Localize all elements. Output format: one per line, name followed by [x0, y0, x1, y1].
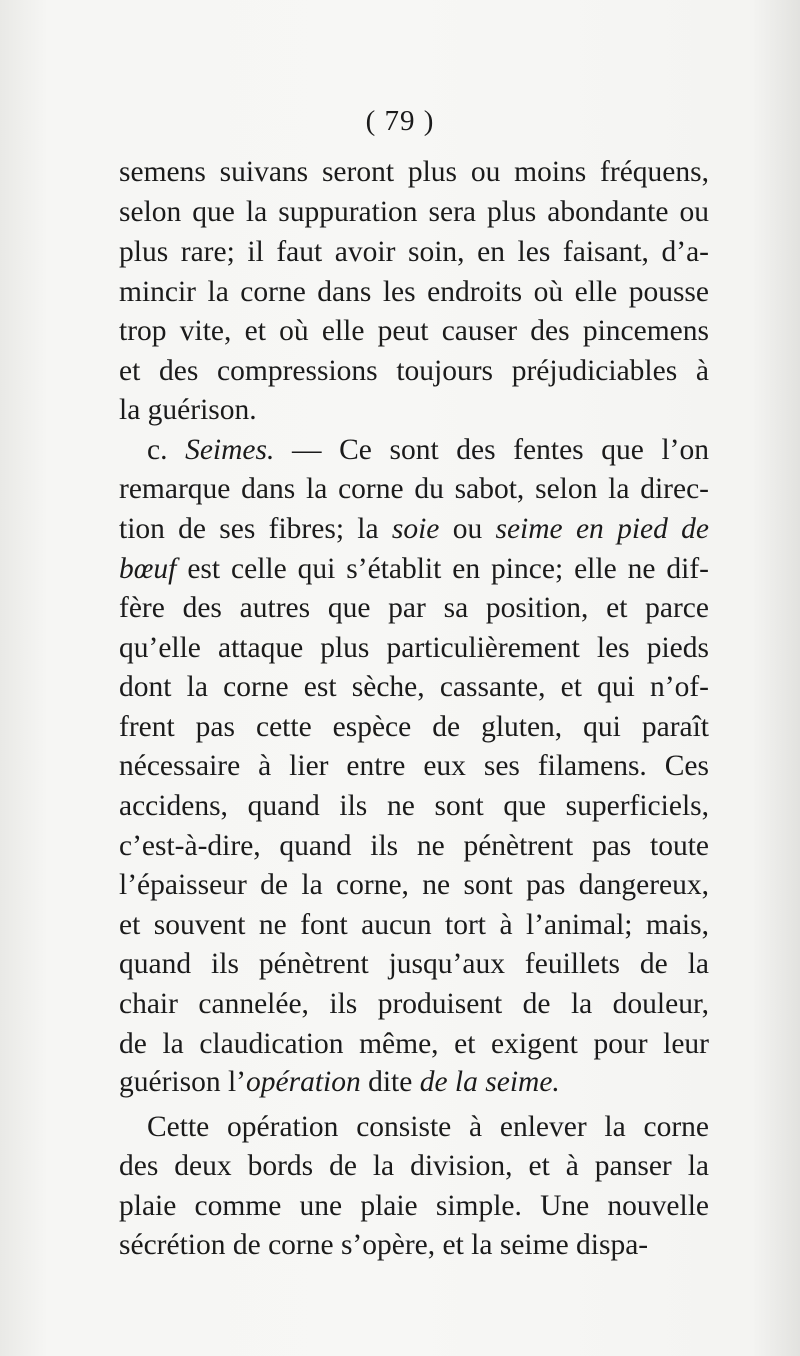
- text-run: des deux bords de la division, et à panser la: [119, 1150, 709, 1182]
- text-line: [119, 905, 709, 945]
- text-line: [119, 509, 709, 549]
- text-line: [119, 1186, 709, 1226]
- text-line: [119, 390, 709, 430]
- text-run: est celle qui s’établit en pince; elle ne dif-: [176, 553, 709, 585]
- text-run: c.: [147, 434, 186, 466]
- text-run: plus rare; il faut avoir soin, en les faisant, d’a-: [119, 236, 709, 268]
- text-run: nécessaire à lier entre eux ses filamens. Ces: [119, 750, 709, 782]
- italic-text: Seimes.: [185, 434, 275, 466]
- text-line: [119, 865, 709, 905]
- text-line: [119, 152, 709, 192]
- text-line: [119, 984, 709, 1024]
- text-line: [119, 311, 709, 351]
- italic-text: seime en pied de: [495, 513, 709, 545]
- italic-text: bœuf: [119, 553, 177, 585]
- text-line: [119, 1225, 709, 1265]
- text-line: [119, 628, 709, 668]
- italic-text: opération: [246, 1066, 361, 1098]
- text-run: qu’elle attaque plus particulièrement les pieds: [119, 632, 709, 664]
- text-run: trop vite, et où elle peut causer des pincemens: [119, 315, 709, 347]
- text-line: [119, 786, 709, 826]
- page-number: ( 79 ): [365, 105, 435, 137]
- text-line: [119, 1146, 709, 1186]
- text-line: [119, 351, 709, 391]
- text-run: fère des autres que par sa position, et parce: [119, 592, 709, 624]
- text-run: sécrétion de corne s’opère, et la seime dispa-: [119, 1229, 649, 1261]
- text-run: l’épaisseur de la corne, ne sont pas dangereux,: [119, 869, 709, 901]
- text-line: [119, 588, 709, 628]
- text-run: et des compressions toujours préjudiciables à: [119, 355, 709, 387]
- text-run: plaie comme une plaie simple. Une nouvelle: [119, 1190, 709, 1222]
- text-run: remarque dans la corne du sabot, selon la direc-: [119, 473, 709, 505]
- text-line: [119, 232, 709, 272]
- text-run: chair cannelée, ils produisent de la douleur,: [119, 988, 709, 1020]
- text-run: la guérison.: [119, 394, 257, 426]
- text-run: accidens, quand ils ne sont que superficiels,: [119, 790, 709, 822]
- text-line: [147, 1107, 709, 1147]
- text-run: et souvent ne font aucun tort à l’animal; mais,: [119, 909, 709, 941]
- text-run: guérison l’: [119, 1066, 246, 1098]
- text-line: [119, 192, 709, 232]
- text-run: dite: [360, 1066, 420, 1098]
- text-line: [147, 430, 709, 470]
- text-run: de la claudication même, et exigent pour leur: [119, 1028, 709, 1060]
- text-run: frent pas cette espèce de gluten, qui paraît: [119, 711, 709, 743]
- text-line: [119, 746, 709, 786]
- text-run: selon que la suppuration sera plus abondante ou: [119, 196, 709, 228]
- text-run: dont la corne est sèche, cassante, et qui n’of-: [119, 671, 709, 703]
- text-run: c’est-à-dire, quand ils ne pénètrent pas toute: [119, 830, 709, 862]
- text-line: [119, 272, 709, 312]
- text-line: [119, 944, 709, 984]
- text-line: [119, 1024, 709, 1064]
- text-line: [119, 707, 709, 747]
- text-run: ou: [439, 513, 496, 545]
- text-run: Cette opération consiste à enlever la corne: [147, 1111, 709, 1143]
- text-run: semens suivans seront plus ou moins fréquens,: [119, 156, 709, 188]
- text-run: tion de ses fibres; la: [119, 513, 392, 545]
- text-run: — Ce sont des fentes que l’on: [274, 434, 710, 466]
- text-line: [119, 667, 709, 707]
- text-line: [119, 826, 709, 866]
- text-line: [119, 1062, 709, 1102]
- text-line: [119, 549, 709, 589]
- text-line: [119, 469, 709, 509]
- italic-text: soie: [391, 513, 440, 545]
- text-run: quand ils pénètrent jusqu’aux feuillets de la: [119, 948, 709, 980]
- italic-text: de la seime.: [419, 1066, 560, 1098]
- text-run: mincir la corne dans les endroits où elle pousse: [119, 276, 709, 308]
